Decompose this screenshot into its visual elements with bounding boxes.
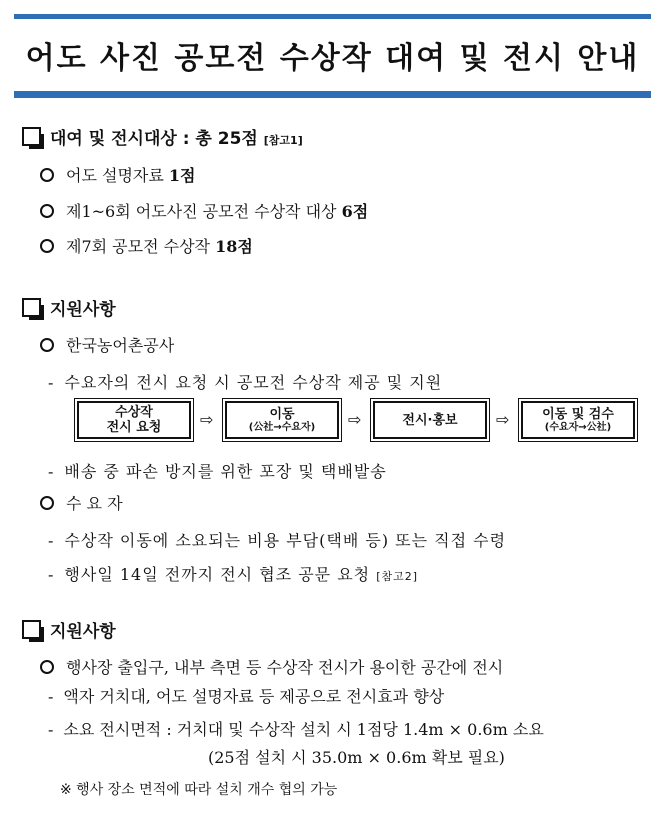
- flow-box-move-out: 이동 (公社→수요자): [222, 398, 342, 442]
- section3-heading: 지원사항: [50, 622, 116, 642]
- section2-org1-item-2: - 배송 중 파손 방지를 위한 포장 및 택배발송: [48, 462, 387, 481]
- flow-box-request: 수상작 전시 요청: [74, 398, 194, 442]
- section2-org1: 한국농어촌공사: [40, 333, 174, 356]
- flow-arrow-icon: ⇨: [496, 410, 510, 429]
- circle-bullet-icon: [40, 338, 54, 352]
- circle-bullet-icon: [40, 204, 54, 218]
- section3-item: 행사장 출입구, 내부 측면 등 수상작 전시가 용이한 공간에 전시: [40, 655, 503, 678]
- page-title: 어도 사진 공모전 수상작 대여 및 전시 안내: [25, 41, 640, 76]
- circle-bullet-icon: [40, 660, 54, 674]
- section3-subitem-1: - 액자 거치대, 어도 설명자료 등 제공으로 전시효과 향상: [48, 687, 445, 706]
- section3-subitem-2-cont: (25점 설치 시 35.0m × 0.6m 확보 필요): [208, 748, 505, 767]
- section1-item-2: 제1~6회 어도사진 공모전 수상작 대상 6점: [40, 199, 368, 222]
- circle-bullet-icon: [40, 239, 54, 253]
- section1-item-1: 어도 설명자료 1점: [40, 163, 196, 186]
- section2-org2: 수 요 자: [40, 491, 123, 514]
- section1-checkbox-icon: [22, 127, 41, 146]
- section1-item-3: 제7회 공모전 수상작 18점: [40, 234, 253, 257]
- section3-note: ※ 행사 장소 면적에 따라 설치 개수 협의 가능: [60, 782, 338, 798]
- flow-arrow-icon: ⇨: [348, 410, 362, 429]
- section2-org2-item-1: - 수상작 이동에 소요되는 비용 부담(택배 등) 또는 직접 수령: [48, 531, 507, 550]
- section3-checkbox-icon: [22, 620, 41, 639]
- title-bottom-bar: [14, 91, 651, 98]
- section2-org1-item-1: - 수요자의 전시 요청 시 공모전 수상작 제공 및 지원: [48, 373, 443, 392]
- flow-box-return: 이동 및 검수 (수요자→公社): [518, 398, 638, 442]
- circle-bullet-icon: [40, 168, 54, 182]
- section1-heading: 대여 및 전시대상 : 총 25점 [참고1]: [50, 129, 303, 149]
- circle-bullet-icon: [40, 496, 54, 510]
- section2-heading: 지원사항: [50, 300, 116, 320]
- flow-arrow-icon: ⇨: [200, 410, 214, 429]
- flow-box-exhibit: 전시·홍보: [370, 398, 490, 442]
- section2-org2-item-2: - 행사일 14일 전까지 전시 협조 공문 요청 [참고2]: [48, 565, 419, 584]
- section3-subitem-2: - 소요 전시면적 : 거치대 및 수상작 설치 시 1점당 1.4m × 0.6m 소요: [48, 720, 544, 739]
- section2-checkbox-icon: [22, 298, 41, 317]
- title-block: [14, 14, 651, 98]
